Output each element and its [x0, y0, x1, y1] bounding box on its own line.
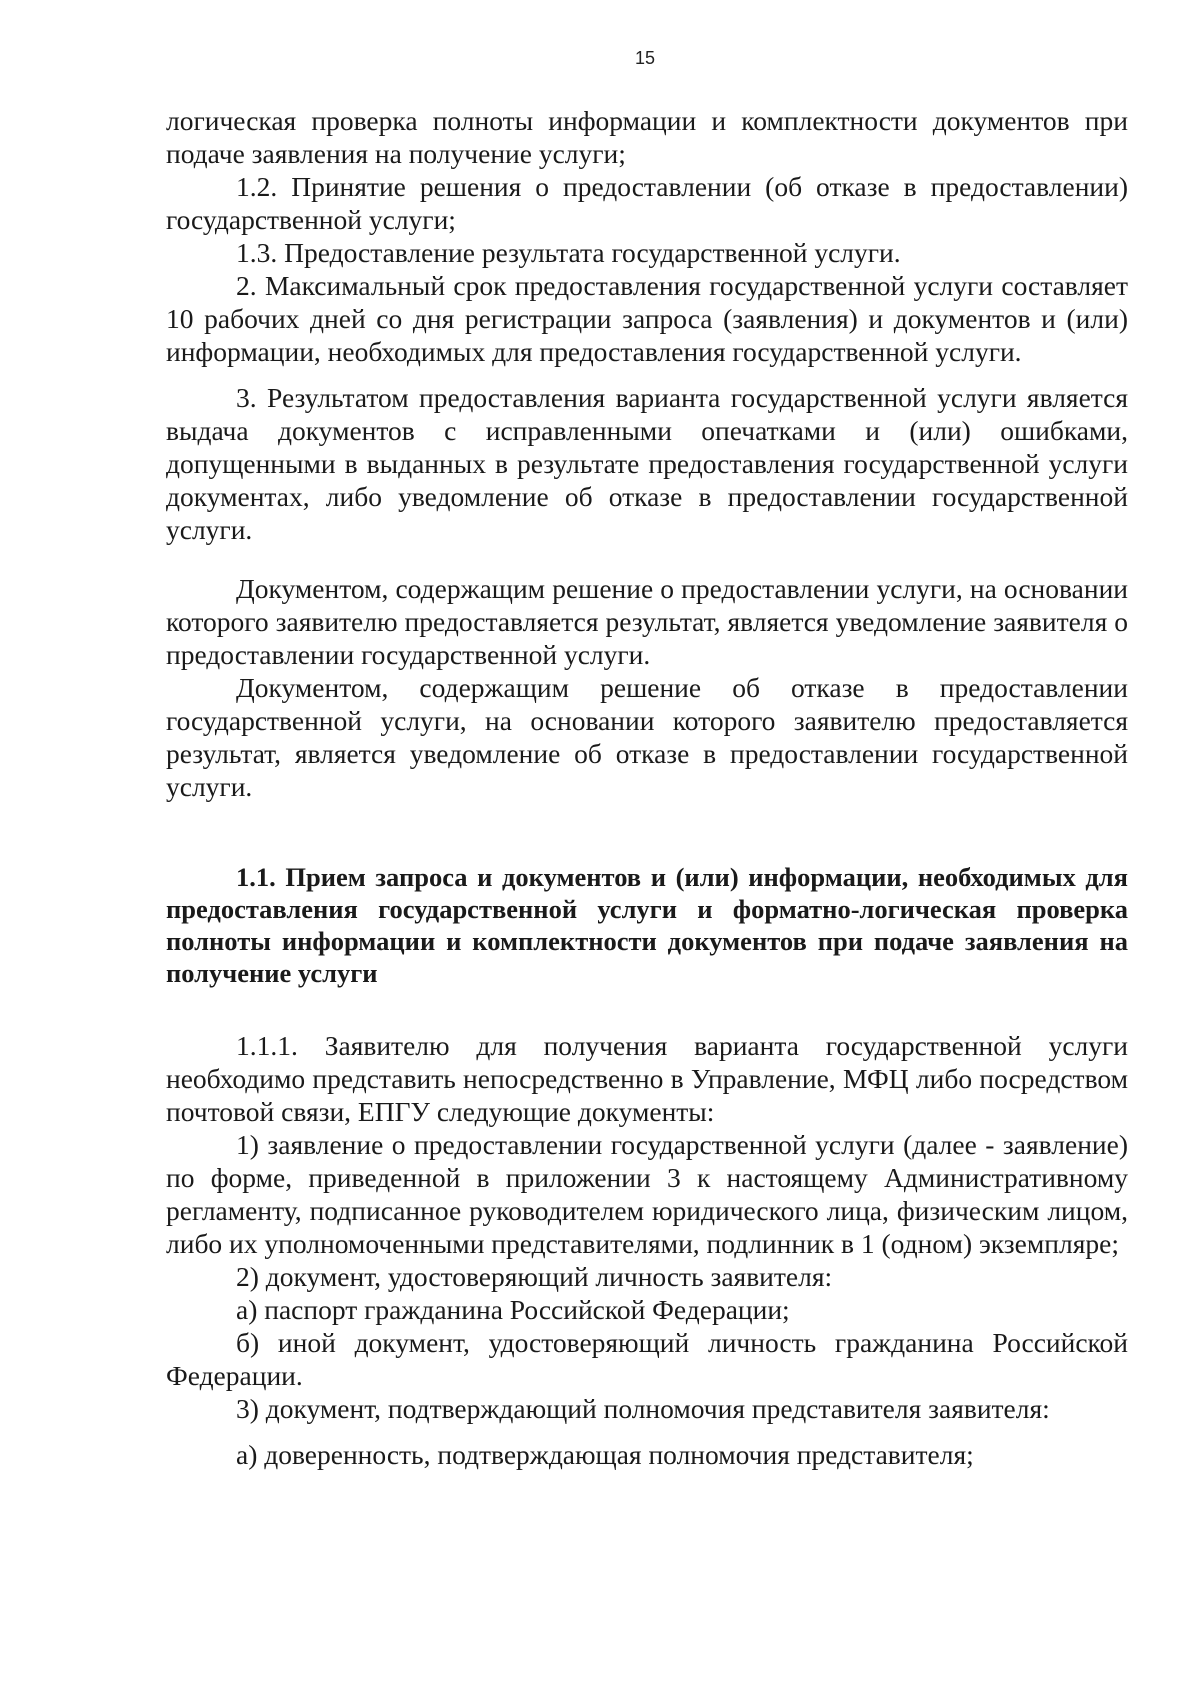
paragraph-decision-grant: Документом, содержащим решение о предоставлении услуги, на основании которого заявителю предоставляется результат, является уведомление заявителя о предоставлении государственной услуги.: [166, 573, 1128, 670]
list-item-1-application: 1) заявление о предоставлении государственной услуги (далее - заявление) по форме, приведенной в приложении 3 к настоящему Административному регламенту, подписанное руководителем юридического лица, физическим лицом, либо их уполномоченными представителями, подлинник в 1 (одном) экземпляре;: [166, 1129, 1128, 1259]
list-item-2-identity-document: 2) документ, удостоверяющий личность заявителя:: [236, 1261, 833, 1292]
document-body: [166, 104, 1128, 1471]
paragraph-3-result: 3. Результатом предоставления варианта государственной услуги является выдача документов с исправленными опечатками и (или) ошибками, допущенными в выданных в результате предоставления государственной услуги документах, либо уведомление об отказе в предоставлении государственной услуги.: [166, 382, 1128, 545]
list-item-2a-passport: а) паспорт гражданина Российской Федерации;: [236, 1294, 790, 1325]
page-number: 15: [634, 48, 656, 68]
paragraph-1-3: 1.3. Предоставление результата государственной услуги.: [236, 237, 901, 268]
section-heading-1-1: 1.1. Прием запроса и документов и (или) информации, необходимых для предоставления государственной услуги и форматно-логическая проверка полноты информации и комплектности документов при подаче заявления на получение услуги: [166, 862, 1128, 988]
list-item-3-authority-document: 3) документ, подтверждающий полномочия представителя заявителя:: [236, 1393, 1050, 1424]
paragraph-2-max-term: 2. Максимальный срок предоставления государственной услуги составляет 10 рабочих дней со дня регистрации запроса (заявления) и документов и (или) информации, необходимых для предоставления государственной услуги.: [166, 270, 1128, 367]
paragraph-check-continuation: логическая проверка полноты информации и комплектности документов при подаче заявления на получение услуги;: [166, 105, 1128, 169]
list-item-3a-power-of-attorney: а) доверенность, подтверждающая полномочия представителя;: [236, 1439, 974, 1470]
list-item-2b-other-document: б) иной документ, удостоверяющий личность гражданина Российской Федерации.: [166, 1327, 1128, 1391]
paragraph-1-1-1: 1.1.1. Заявителю для получения варианта государственной услуги необходимо представить непосредственно в Управление, МФЦ либо посредством почтовой связи, ЕПГУ следующие документы:: [166, 1030, 1128, 1127]
paragraph-1-2: 1.2. Принятие решения о предоставлении (об отказе в предоставлении) государственной услуги;: [166, 171, 1128, 235]
paragraph-decision-refusal: Документом, содержащим решение об отказе в предоставлении государственной услуги, на основании которого заявителю предоставляется результат, является уведомление об отказе в предоставлении государственной услуги.: [166, 672, 1128, 802]
